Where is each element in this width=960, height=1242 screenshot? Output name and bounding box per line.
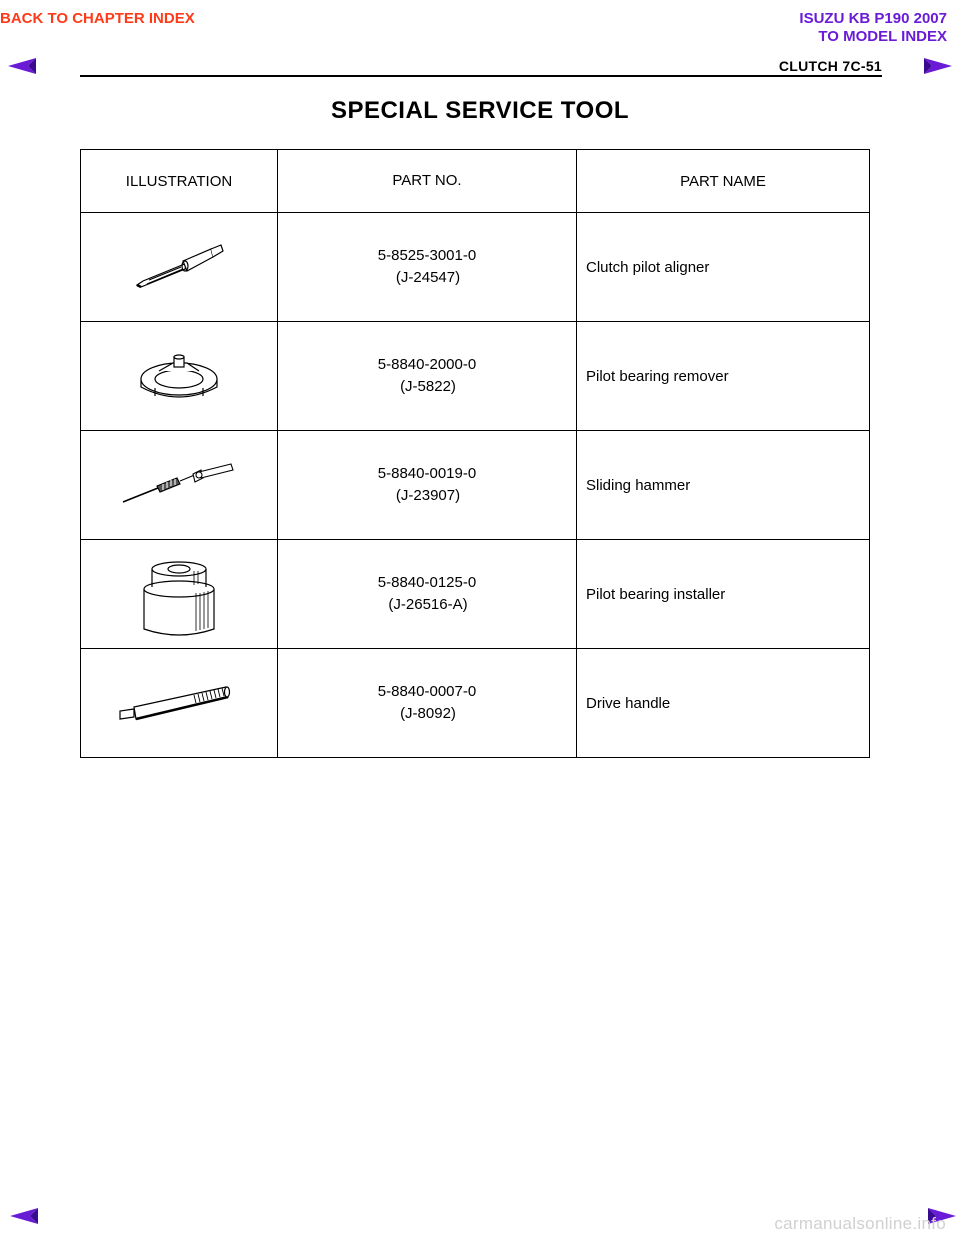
prev-page-arrow-icon[interactable] xyxy=(10,1207,40,1225)
part-no: 5-8840-2000-0 xyxy=(377,356,477,373)
prev-page-arrow-icon[interactable] xyxy=(8,57,38,75)
part-no-cell xyxy=(278,322,577,431)
watermark: carmanualsonline.info xyxy=(774,1214,946,1233)
part-name: Pilot bearing installer xyxy=(577,540,870,649)
part-no-cell xyxy=(278,649,577,758)
table-row xyxy=(81,649,870,758)
part-name: Pilot bearing remover xyxy=(577,322,870,431)
part-no: 5-8840-0007-0 xyxy=(377,683,477,700)
alt-part-no: (J-8092) xyxy=(400,705,456,722)
table-header-row xyxy=(81,150,870,213)
part-name: Drive handle xyxy=(577,649,870,758)
sliding-hammer-icon xyxy=(81,431,278,540)
pilot-bearing-installer-icon xyxy=(81,540,278,649)
part-no-cell xyxy=(278,213,577,322)
header-rule xyxy=(80,75,882,77)
section-label: CLUTCH 7C-51 xyxy=(778,58,882,74)
part-name: Sliding hammer xyxy=(577,431,870,540)
table-row xyxy=(81,213,870,322)
part-no: 5-8525-3001-0 xyxy=(377,247,477,264)
pilot-bearing-remover-icon xyxy=(81,322,278,431)
to-model-index-link[interactable]: TO MODEL INDEX xyxy=(818,28,947,45)
special-tool-table xyxy=(80,149,870,758)
table-row xyxy=(81,540,870,649)
model-title: ISUZU KB P190 2007 xyxy=(799,10,947,27)
header-part-no: PART NO. xyxy=(278,150,577,213)
header-illustration: ILLUSTRATION xyxy=(81,150,278,213)
clutch-pilot-aligner-icon xyxy=(81,213,278,322)
part-name: Clutch pilot aligner xyxy=(577,213,870,322)
header-part-name: PART NAME xyxy=(577,150,870,213)
drive-handle-icon xyxy=(81,649,278,758)
back-to-chapter-index-link[interactable]: BACK TO CHAPTER INDEX xyxy=(0,10,195,27)
model-header xyxy=(799,10,947,46)
alt-part-no: (J-5822) xyxy=(400,378,456,395)
page-title: SPECIAL SERVICE TOOL xyxy=(330,97,630,124)
alt-part-no: (J-24547) xyxy=(395,269,461,286)
alt-part-no: (J-26516-A) xyxy=(388,596,468,613)
table-row xyxy=(81,322,870,431)
part-no: 5-8840-0125-0 xyxy=(377,574,477,591)
table-row xyxy=(81,431,870,540)
next-page-arrow-icon[interactable] xyxy=(922,57,952,75)
part-no-cell xyxy=(278,431,577,540)
alt-part-no: (J-23907) xyxy=(395,487,461,504)
part-no: 5-8840-0019-0 xyxy=(377,465,477,482)
part-no-cell xyxy=(278,540,577,649)
